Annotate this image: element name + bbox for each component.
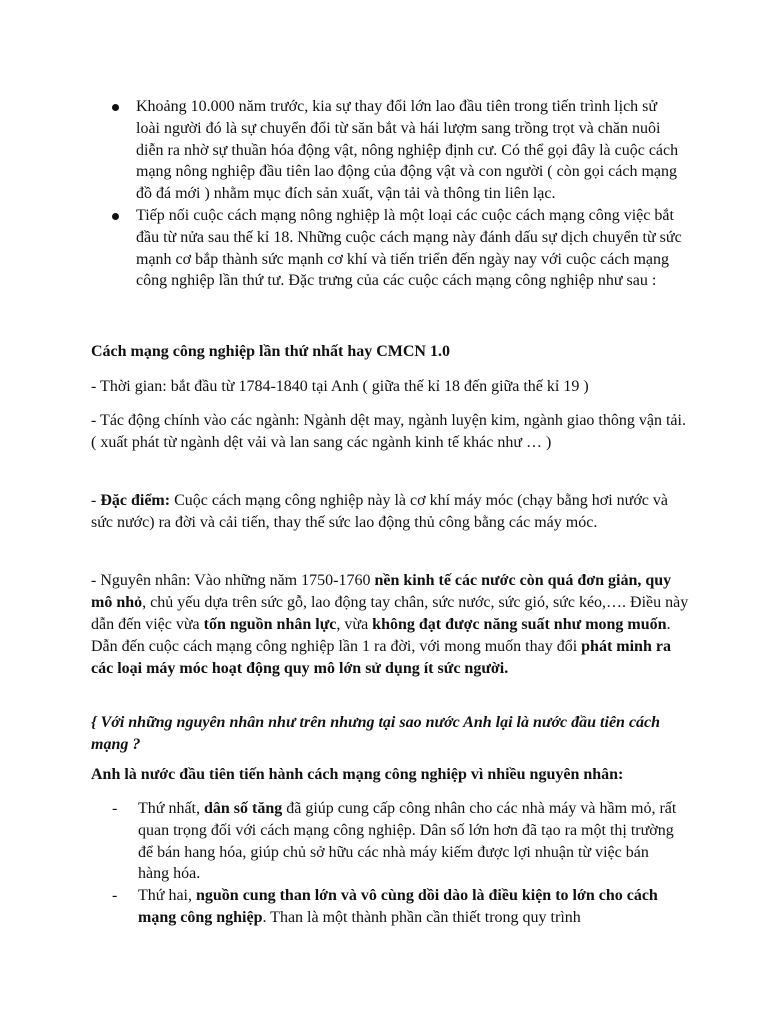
dash-marker: - <box>112 887 118 905</box>
intro-bullet-list <box>112 96 682 292</box>
bullet-item <box>112 205 682 292</box>
section-heading: Cách mạng công nghiệp lần thứ nhất hay CMCN 1.0 <box>91 343 450 360</box>
bullet-dot-icon <box>112 104 119 111</box>
bullet-item <box>112 96 682 205</box>
dash-marker: - <box>112 800 118 817</box>
reasons-list <box>112 798 682 929</box>
bullet-dot-icon <box>112 213 119 220</box>
reasons-heading: Anh là nước đầu tiên tiến hành cách mạng công nghiệp vì nhiều nguyên nhân: <box>91 766 624 783</box>
question-paragraph: { Với những nguyên nhân như trên nhưng tại sao nước Anh lại là nước đầu tiên cách mạng ? <box>91 714 661 753</box>
bullet-text: Khoảng 10.000 năm trước, kia sự thay đổi lớn lao đầu tiên trong tiến trình lịch sử loài người đó là sự chuyển đổi từ săn bắt và hái lượm sang trồng trọt và chăn nuôi diễn ra nhờ sự thuần hóa động vật, nông nghiệp định cư. Có thể gọi đây là cuộc cách mạng nông nghiệp đầu tiên lao động của động vật và con người ( còn gọi cách mạng đồ đá mới ) nhằm mục đích sản xuất, vận tải và thông tin liên lạc. <box>136 98 679 203</box>
bullet-text: Tiếp nối cuộc cách mạng nông nghiệp là một loại các cuộc cách mạng công việc bắt đầu từ nửa sau thế kỉ 18. Những cuộc cách mạng này đánh dấu sự dịch chuyển từ sức mạnh cơ bắp thành sức mạnh cơ khí và tiến triển đến ngày nay với cuộc cách mạng công nghiệp lần thứ tư. Đặc trưng của các cuộc cách mạng công nghiệp như sau : <box>136 206 682 290</box>
reason-item: - Thứ hai, nguồn cung than lớn và vô cùng dồi dào là điều kiện to lớn cho cách mạng công nghiệp. Than là một thành phần cần thiết trong quy trình <box>112 887 658 926</box>
reason-item: - Thứ nhất, dân số tăng đã giúp cung cấp công nhân cho các nhà máy và hầm mỏ, rất quan trọng đối với cách mạng công nghiệp. Dân số lớn hơn đã tạo ra một thị trường để bán hang hóa, giúp chủ sở hữu các nhà máy kiếm được lợi nhuận từ việc bán hàng hóa. <box>112 800 677 883</box>
feature-paragraph: - Đặc điểm: Cuộc cách mạng công nghiệp này là cơ khí máy móc (chạy bằng hơi nước và sức nước) ra đời và cải tiến, thay thế sức lao động thủ công bằng các máy móc. <box>91 492 668 531</box>
time-line: - Thời gian: bắt đầu từ 1784-1840 tại Anh ( giữa thế kỉ 18 đến giữa thế kỉ 19 ) <box>91 378 589 395</box>
cause-paragraph: - Nguyên nhân: Vào những năm 1750-1760 nền kinh tế các nước còn quá đơn giản, quy mô nhỏ, chủ yếu dựa trên sức gỗ, lao động tay chân, sức nước, sức gió, sức kéo,…. Điều này dẫn đến việc vừa tốn nguồn nhân lực, vừa không đạt được năng suất như mong muốn. Dẫn đến cuộc cách mạng công nghiệp lần 1 ra đời, với mong muốn thay đổi phát minh ra các loại máy móc hoạt động quy mô lớn sử dụng ít sức người. <box>91 572 689 677</box>
impact-line: - Tác động chính vào các ngành: Ngành dệt may, ngành luyện kim, ngành giao thông vận tải. ( xuất phát từ ngành dệt vải và lan sang các ngành kinh tế khác như … ) <box>91 412 686 451</box>
